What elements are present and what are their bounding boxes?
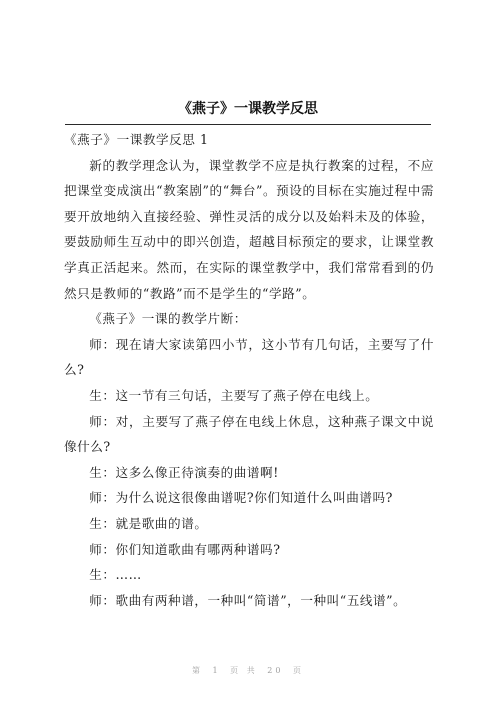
dialogue-line: 师：歌曲有两种谱，一种叫“简谱”，一种叫“五线谱”。 (89, 592, 407, 608)
footer-prefix: 第 (191, 666, 203, 675)
intro-paragraph: 新的教学理念认为，课堂教学不应是执行教案的过程，不应把课堂变成演出“教案剧”的“舞台”。预设的目标在实施过程中需要开放地纳入直接经验、弹性灵活的成分以及始料未及的体验，要鼓励师生互动中的即兴创造，超越目标预定的要求，让课堂教学真正活起来。然而，在实际的课堂教学中，我们常常看到的仍然只是教师的“教路”而不是学生的“学路”。 (64, 157, 434, 301)
section-heading: 《燕子》一课教学反思 1 (64, 132, 209, 147)
dialogue-line: 师：对，主要写了燕子停在电线上休息，这种燕子课文中说像什么? (64, 413, 434, 455)
dialogue-line: 师：现在请大家读第四小节，这小节有几句话，主要写了什么? (64, 336, 434, 378)
excerpt-heading: 《燕子》一课的教学片断： (89, 311, 247, 327)
dialogue-line: 师：你们知道歌曲有哪两种谱吗? (89, 541, 281, 557)
page-footer (0, 665, 496, 676)
document-body (64, 127, 434, 613)
dialogue-line: 生：这多么像正待演奏的曲谱啊! (89, 464, 279, 480)
dialogue-line: 生：这一节有三句话，主要写了燕子停在电线上。 (89, 387, 379, 403)
document-title: 《燕子》一课教学反思 (178, 101, 318, 117)
footer-middle: 页 共 (230, 666, 258, 675)
dialogue-line: 生：…… (89, 567, 142, 583)
footer-total-pages: 20 (267, 666, 284, 675)
footer-page-number: 1 (212, 666, 221, 675)
dialogue-line: 生：就是歌曲的谱。 (89, 515, 208, 531)
dialogue-line: 师：为什么说这很像曲谱呢?你们知道什么叫曲谱吗? (89, 490, 393, 506)
title-divider (65, 124, 431, 125)
footer-suffix: 页 (293, 666, 304, 675)
